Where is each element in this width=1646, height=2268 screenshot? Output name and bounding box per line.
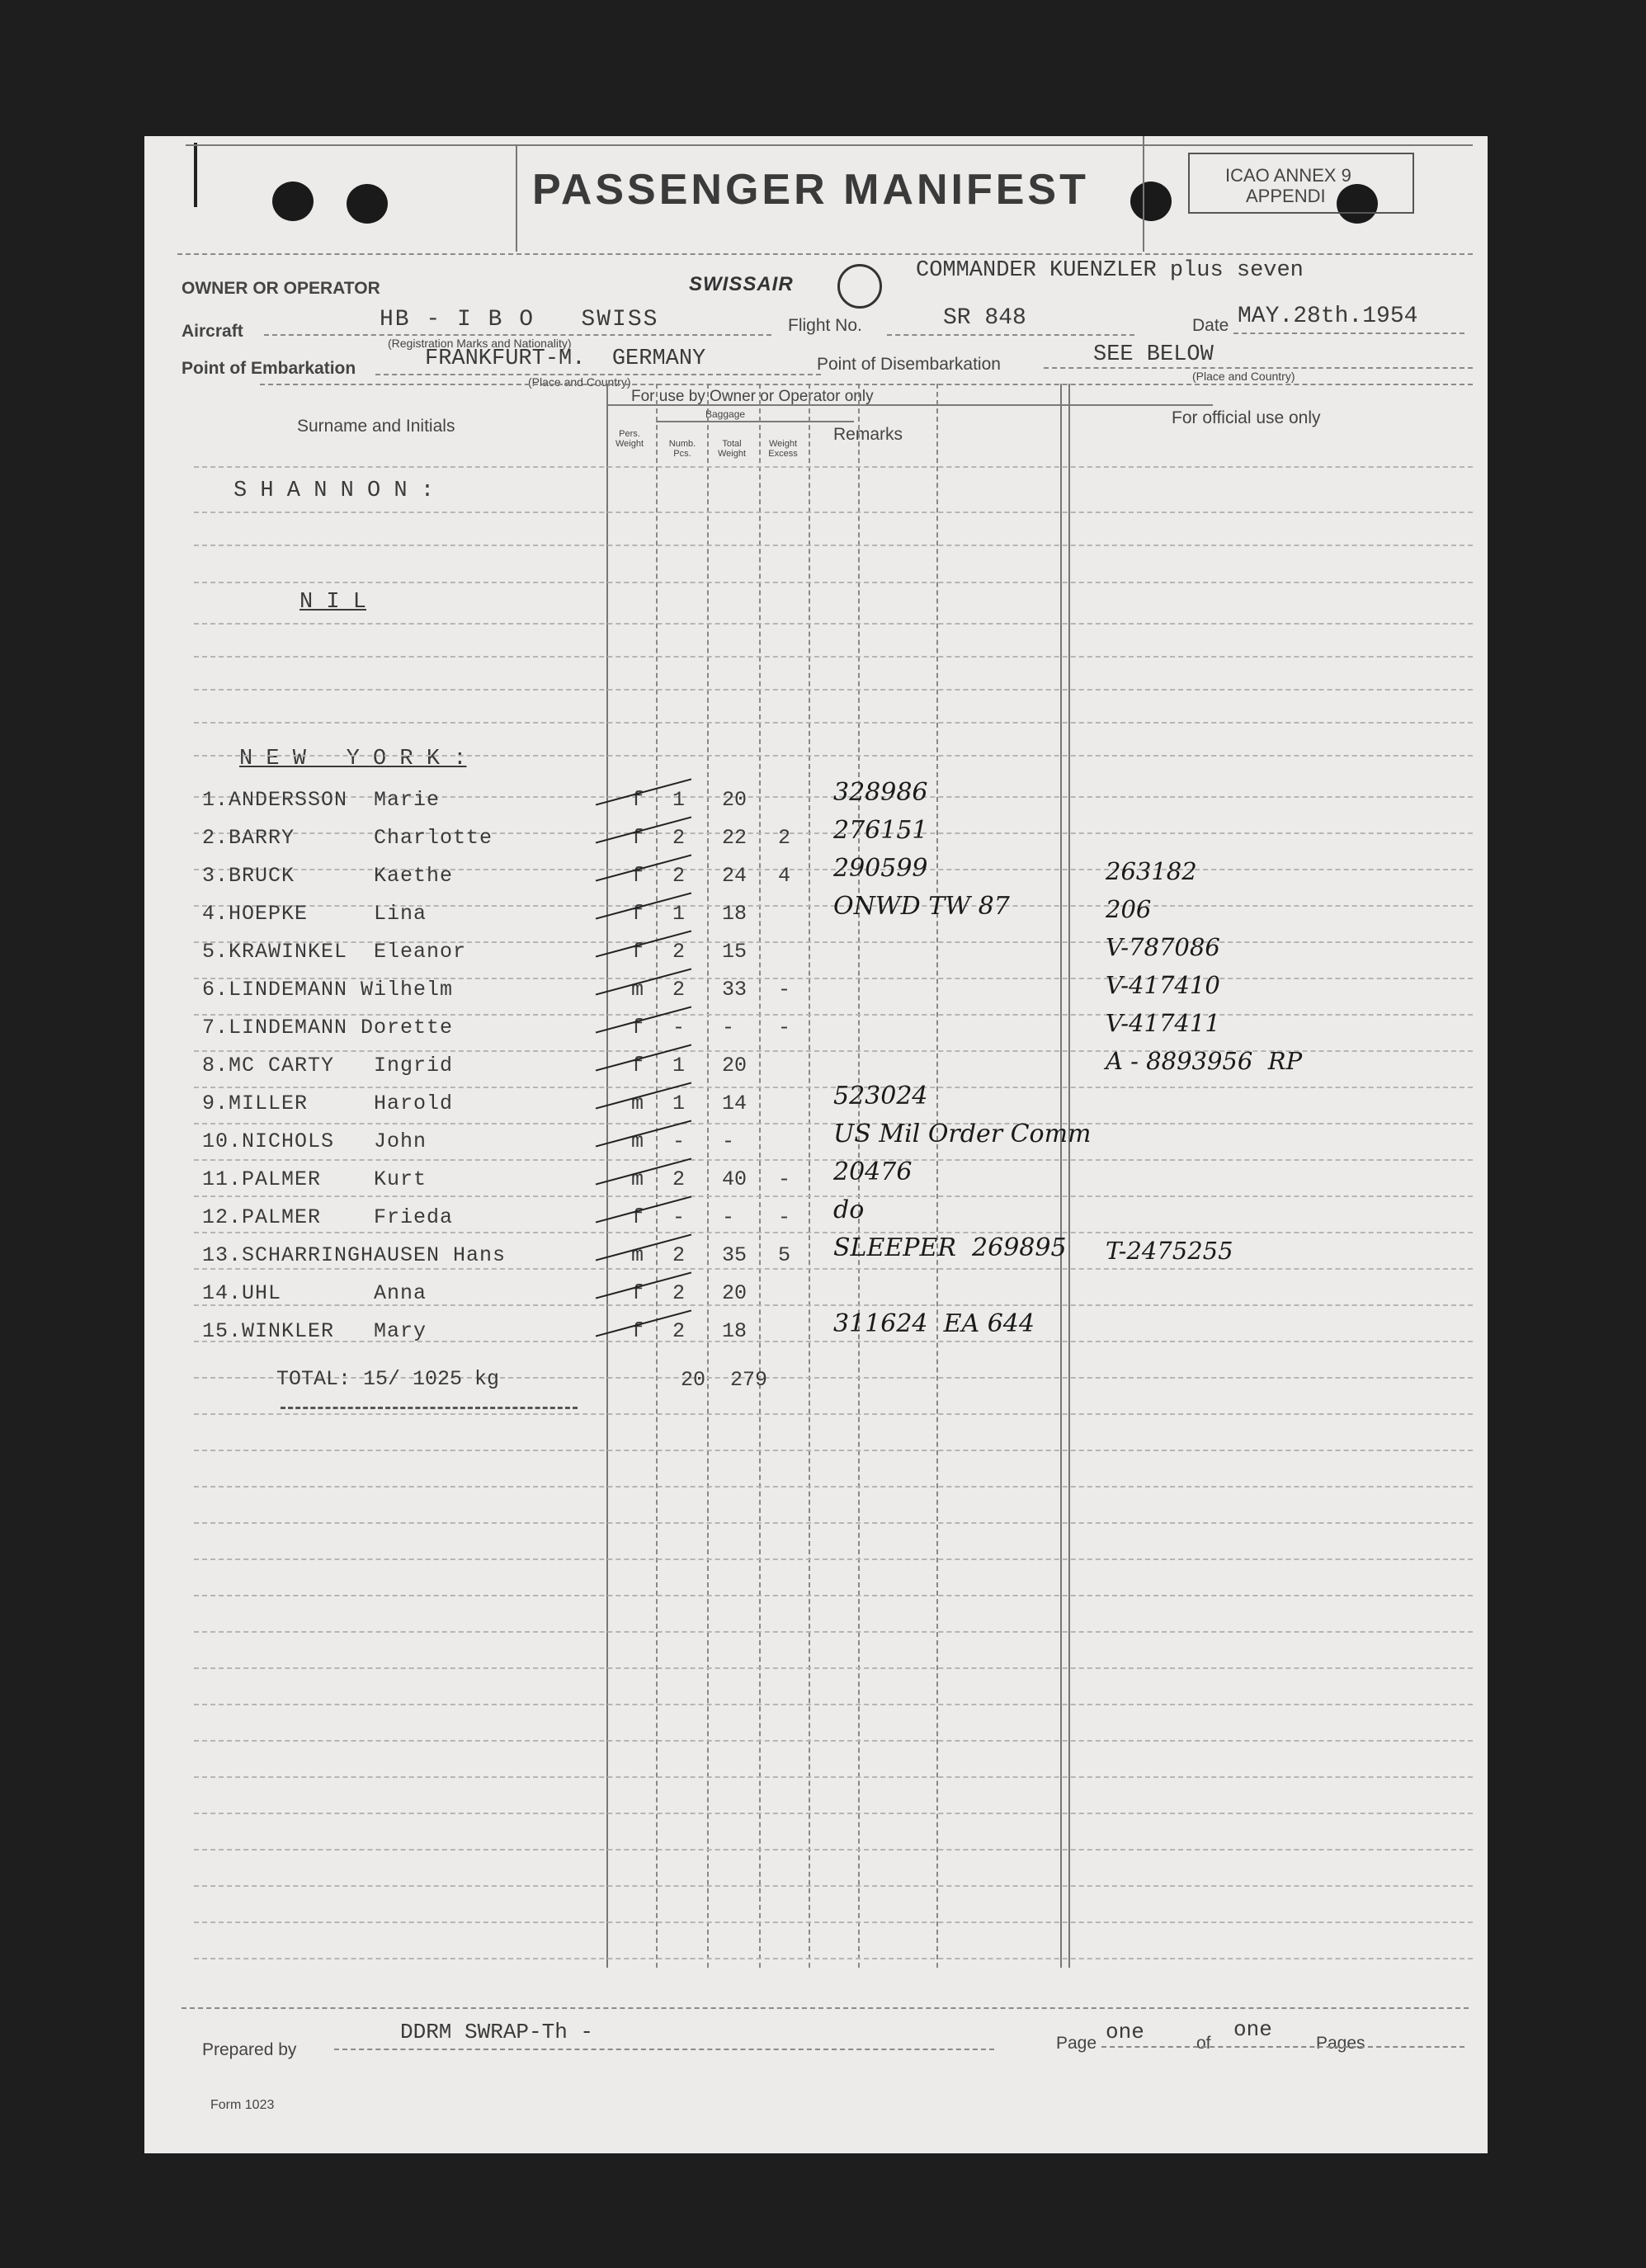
ruled-line bbox=[194, 1740, 1473, 1742]
ruled-line bbox=[194, 1595, 1473, 1596]
baggage-weight: 18 bbox=[722, 1319, 748, 1343]
remark: 290599 bbox=[833, 854, 928, 883]
baggage-pieces: 2 bbox=[672, 826, 686, 850]
ruled-line bbox=[194, 1667, 1473, 1669]
official-note: 263182 bbox=[1106, 857, 1197, 885]
baggage-pieces: 1 bbox=[672, 1092, 686, 1115]
section-shannon: S H A N N O N : bbox=[233, 479, 435, 503]
baggage-weight: 20 bbox=[722, 788, 748, 812]
official-note: V-417410 bbox=[1106, 971, 1220, 999]
prepared-rule bbox=[334, 2049, 994, 2050]
passenger-sex: m bbox=[631, 1167, 644, 1191]
table-row bbox=[144, 1047, 1481, 1087]
disembarkation-note: (Place and Country) bbox=[1192, 370, 1295, 383]
ruled-line bbox=[194, 656, 1473, 658]
baggage-weight: 18 bbox=[722, 902, 748, 926]
pages-label: Pages bbox=[1316, 2034, 1365, 2053]
official-note: T-2475255 bbox=[1106, 1237, 1233, 1265]
header-bottom-rule bbox=[177, 253, 1473, 255]
passenger-sex: f bbox=[631, 902, 644, 926]
date-value: MAY.28th.1954 bbox=[1238, 304, 1418, 329]
baggage-weight: - bbox=[722, 1016, 735, 1040]
commander: COMMANDER KUENZLER plus seven bbox=[916, 258, 1304, 283]
ruled-line bbox=[194, 623, 1473, 625]
ruled-line bbox=[194, 689, 1473, 691]
ruled-line bbox=[194, 1776, 1473, 1778]
ruled-line bbox=[194, 1885, 1473, 1887]
airline-emblem-icon bbox=[837, 264, 882, 309]
baggage-excess: - bbox=[778, 1016, 791, 1040]
baggage-pieces: 2 bbox=[672, 1319, 686, 1343]
totals-underline bbox=[281, 1407, 578, 1409]
passenger-sex: m bbox=[631, 1129, 644, 1153]
baggage-excess: 5 bbox=[778, 1243, 791, 1267]
col-official: For official use only bbox=[1172, 408, 1321, 427]
date-label: Date bbox=[1192, 316, 1229, 335]
punch-hole bbox=[272, 182, 314, 221]
passenger-sex: m bbox=[631, 1092, 644, 1115]
passenger-name: 4.HOEPKE Lina bbox=[202, 902, 427, 926]
embarkation-label: Point of Embarkation bbox=[182, 359, 356, 378]
manifest-page bbox=[144, 136, 1488, 2153]
baggage-excess: - bbox=[778, 978, 791, 1002]
official-note: A - 8893956 RP bbox=[1106, 1047, 1303, 1075]
baggage-excess: 2 bbox=[778, 826, 791, 850]
registration-note: (Registration Marks and Nationality) bbox=[388, 337, 572, 350]
passenger-name: 6.LINDEMANN Wilhelm bbox=[202, 978, 454, 1002]
ruled-line bbox=[194, 545, 1473, 546]
flight-rule bbox=[887, 334, 1134, 336]
passenger-sex: f bbox=[631, 940, 644, 964]
passenger-name: 3.BRUCK Kaethe bbox=[202, 864, 454, 888]
passenger-name: 1.ANDERSSON Marie bbox=[202, 788, 441, 812]
owner-label: OWNER OR OPERATOR bbox=[182, 279, 380, 298]
baggage-weight: 20 bbox=[722, 1054, 748, 1077]
official-note: V-787086 bbox=[1106, 933, 1220, 961]
baggage-excess: - bbox=[778, 1167, 791, 1191]
ruled-line bbox=[194, 1921, 1473, 1923]
baggage-pieces: 2 bbox=[672, 1243, 686, 1267]
prepared-value: DDRM SWRAP-Th - bbox=[400, 2020, 594, 2044]
baggage-weight: - bbox=[722, 1129, 735, 1153]
punch-hole bbox=[1130, 182, 1172, 221]
aircraft-rule bbox=[264, 334, 771, 336]
remark: 311624 EA 644 bbox=[833, 1309, 1035, 1338]
page-title: PASSENGER MANIFEST bbox=[532, 166, 1089, 214]
baggage-weight: 24 bbox=[722, 864, 748, 888]
remark: SLEEPER 269895 bbox=[833, 1233, 1067, 1262]
remark: 20476 bbox=[833, 1158, 913, 1186]
baggage-weight: 35 bbox=[722, 1243, 748, 1267]
passenger-name: 8.MC CARTY Ingrid bbox=[202, 1054, 454, 1077]
disembarkation-rule bbox=[1044, 367, 1473, 369]
ruled-line bbox=[194, 722, 1473, 724]
table-row bbox=[144, 816, 1481, 859]
passenger-sex: f bbox=[631, 1054, 644, 1077]
annex-label: ICAO ANNEX 9 bbox=[1225, 165, 1351, 186]
passenger-name: 12.PALMER Frieda bbox=[202, 1205, 454, 1229]
totals-label: TOTAL: 15/ 1025 kg bbox=[276, 1367, 500, 1391]
baggage-pieces: - bbox=[672, 1129, 686, 1153]
ruled-line bbox=[194, 1704, 1473, 1705]
passenger-sex: m bbox=[631, 978, 644, 1002]
embarkation-note: (Place and Country) bbox=[528, 375, 631, 389]
baggage-weight: 40 bbox=[722, 1167, 748, 1191]
col-pers-weight: Pers. Weight bbox=[615, 429, 644, 449]
header-top-rule bbox=[186, 144, 1473, 146]
passenger-name: 2.BARRY Charlotte bbox=[202, 826, 493, 850]
flight-value: SR 848 bbox=[943, 305, 1026, 331]
baggage-pieces: 2 bbox=[672, 940, 686, 964]
header-divider bbox=[1143, 136, 1144, 252]
table-row bbox=[144, 933, 1481, 973]
official-note: V-417411 bbox=[1106, 1009, 1220, 1037]
table-row bbox=[144, 1009, 1481, 1049]
passenger-name: 7.LINDEMANN Dorette bbox=[202, 1016, 454, 1040]
totals-weight: 279 bbox=[730, 1368, 768, 1392]
aircraft-label: Aircraft bbox=[182, 322, 243, 341]
col-owner-use: For use by Owner or Operator only bbox=[631, 388, 874, 405]
disembarkation-value: SEE BELOW bbox=[1093, 342, 1214, 367]
baggage-pieces: 1 bbox=[672, 1054, 686, 1077]
owner-use-rule bbox=[606, 404, 1213, 406]
baggage-pieces: 2 bbox=[672, 1167, 686, 1191]
table-top-rule bbox=[260, 384, 1473, 385]
form-number: Form 1023 bbox=[210, 2098, 275, 2112]
remark: do bbox=[833, 1195, 865, 1224]
page-rule bbox=[1101, 2046, 1464, 2048]
table-row bbox=[144, 1281, 1481, 1314]
flight-label: Flight No. bbox=[788, 316, 862, 335]
footer-rule bbox=[182, 2007, 1469, 2009]
baggage-rule bbox=[656, 421, 854, 422]
ruled-line bbox=[194, 466, 1473, 468]
baggage-weight: 14 bbox=[722, 1092, 748, 1115]
passenger-sex: f bbox=[631, 864, 644, 888]
table-row bbox=[144, 1158, 1481, 1200]
table-row bbox=[144, 854, 1481, 897]
page-value: one bbox=[1106, 2020, 1144, 2044]
passenger-sex: f bbox=[631, 788, 644, 812]
baggage-pieces: 2 bbox=[672, 978, 686, 1002]
passenger-name: 9.MILLER Harold bbox=[202, 1092, 454, 1115]
baggage-weight: 20 bbox=[722, 1281, 748, 1305]
passenger-sex: f bbox=[631, 1281, 644, 1305]
table-row bbox=[144, 1082, 1481, 1125]
baggage-pieces: 1 bbox=[672, 902, 686, 926]
remark: 523024 bbox=[833, 1082, 928, 1110]
passenger-sex: f bbox=[631, 1319, 644, 1343]
passenger-name: 15.WINKLER Mary bbox=[202, 1319, 427, 1343]
remark: 276151 bbox=[833, 816, 928, 845]
table-row bbox=[144, 778, 1481, 821]
of-label: of bbox=[1196, 2034, 1211, 2053]
ruled-line bbox=[194, 1522, 1473, 1524]
ruled-line bbox=[194, 1486, 1473, 1488]
passenger-name: 10.NICHOLS John bbox=[202, 1129, 427, 1153]
baggage-pieces: 2 bbox=[672, 1281, 686, 1305]
ruled-line bbox=[194, 1450, 1473, 1451]
passenger-sex: f bbox=[631, 826, 644, 850]
table-row bbox=[144, 892, 1481, 935]
baggage-weight: 22 bbox=[722, 826, 748, 850]
header-divider bbox=[516, 144, 517, 252]
baggage-pieces: - bbox=[672, 1205, 686, 1229]
baggage-weight: - bbox=[722, 1205, 735, 1229]
passenger-sex: m bbox=[631, 1243, 644, 1267]
ruled-line bbox=[194, 1631, 1473, 1633]
section-new-york: N E W Y O R K : bbox=[239, 747, 467, 771]
passenger-name: 14.UHL Anna bbox=[202, 1281, 427, 1305]
passenger-name: 13.SCHARRINGHAUSEN Hans bbox=[202, 1243, 507, 1267]
baggage-excess: - bbox=[778, 1205, 791, 1229]
punch-hole bbox=[347, 184, 388, 224]
disembarkation-label: Point of Disembarkation bbox=[817, 355, 1001, 374]
table-row bbox=[144, 1195, 1481, 1238]
of-value: one bbox=[1233, 2017, 1272, 2042]
baggage-weight: 15 bbox=[722, 940, 748, 964]
col-baggage: Baggage bbox=[705, 408, 746, 420]
passenger-name: 11.PALMER Kurt bbox=[202, 1167, 427, 1191]
table-row bbox=[144, 971, 1481, 1011]
baggage-pieces: 1 bbox=[672, 788, 686, 812]
prepared-label: Prepared by bbox=[202, 2040, 297, 2059]
remark: 328986 bbox=[833, 778, 928, 807]
annex-appendix: APPENDI bbox=[1246, 186, 1326, 206]
baggage-pieces: - bbox=[672, 1016, 686, 1040]
table-row bbox=[144, 1309, 1481, 1352]
table-row bbox=[144, 1120, 1481, 1162]
baggage-excess: 4 bbox=[778, 864, 791, 888]
airline-logo: SWISSAIR bbox=[689, 273, 794, 295]
ruled-line bbox=[194, 755, 1473, 757]
remark: ONWD TW 87 bbox=[833, 892, 1010, 921]
baggage-weight: 33 bbox=[722, 978, 748, 1002]
col-surname: Surname and Initials bbox=[297, 417, 455, 436]
passenger-sex: f bbox=[631, 1205, 644, 1229]
col-total-weight: Total Weight bbox=[717, 439, 747, 459]
ink-mark bbox=[194, 143, 197, 207]
ruled-line bbox=[194, 1849, 1473, 1851]
section-nil: N I L bbox=[299, 590, 367, 615]
remark: US Mil Order Comm bbox=[833, 1120, 1092, 1148]
ruled-line bbox=[194, 1558, 1473, 1560]
col-weight-excess: Weight Excess bbox=[768, 439, 798, 459]
totals-pcs: 20 bbox=[681, 1368, 706, 1392]
table-row bbox=[144, 1233, 1481, 1276]
passenger-sex: f bbox=[631, 1016, 644, 1040]
ruled-line bbox=[194, 512, 1473, 513]
col-numb: Numb. Pcs. bbox=[668, 439, 696, 459]
ruled-line bbox=[194, 1813, 1473, 1814]
aircraft-value: HB - I B O SWISS bbox=[380, 307, 659, 332]
baggage-pieces: 2 bbox=[672, 864, 686, 888]
ruled-line bbox=[194, 582, 1473, 583]
ruled-line bbox=[194, 1413, 1473, 1415]
date-rule bbox=[1233, 332, 1464, 334]
col-remarks: Remarks bbox=[833, 425, 903, 444]
page-label: Page bbox=[1056, 2034, 1097, 2053]
passenger-name: 5.KRAWINKEL Eleanor bbox=[202, 940, 467, 964]
ruled-line bbox=[194, 1958, 1473, 1959]
official-note: 206 bbox=[1106, 895, 1152, 923]
embarkation-value: FRANKFURT-M. GERMANY bbox=[425, 347, 706, 371]
